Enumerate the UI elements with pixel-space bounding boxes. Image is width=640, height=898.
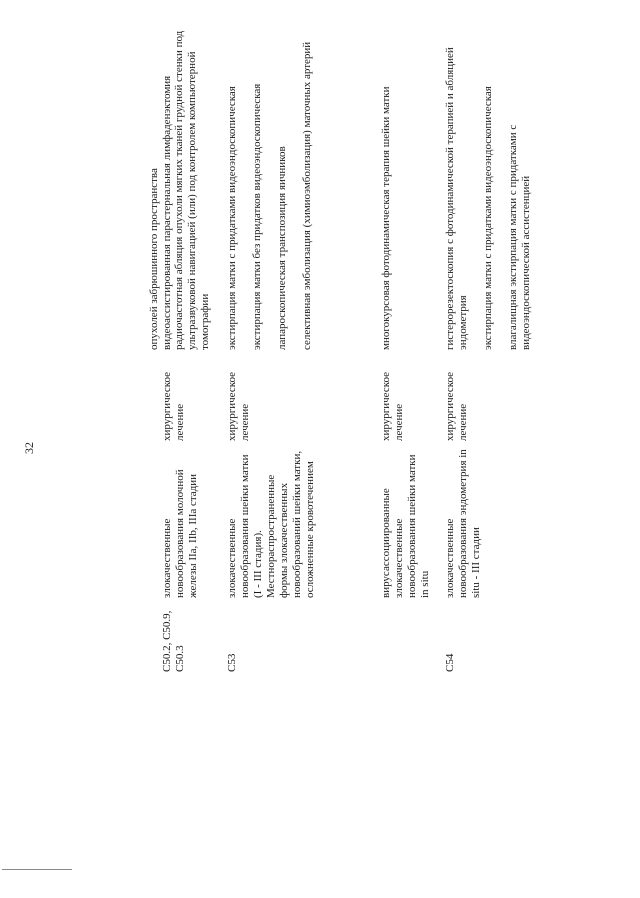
method-item: гистерорезектоскопия с фотодинамической терапией и абляцией эндометрия [444, 47, 469, 350]
method-item: многокурсовая фотодинамическая терапия шейки матки [380, 86, 392, 350]
margin-rule [2, 869, 72, 870]
page-number: 32 [22, 442, 36, 454]
treatment-cell: хирургическое лечение [226, 371, 251, 441]
diagnosis-cell: злокачественные новообразования молочной железы IIa, IIb, IIIa стадии [161, 469, 199, 598]
diagnosis-cell: вирусассоциированные злокачественные новообразования шейки матки in situ [380, 454, 431, 598]
method-item: влагалищная экстирпация матки с придатками с видеоэндоскопической ассистенцией [507, 124, 532, 350]
code-cell: C54 [444, 653, 456, 672]
methods-cell [161, 20, 174, 350]
methods-cell [444, 20, 533, 350]
treatment-cell: хирургическое лечение [444, 371, 469, 441]
code-cell: C50.2, C50.9, C50.3 [161, 610, 186, 672]
method-item: экстирпация матки без придатков видеоэндоскопическая [251, 83, 263, 350]
methods-cell [226, 20, 314, 350]
treatment-cell: хирургическое лечение [161, 371, 186, 441]
treatment-cell: хирургическое лечение [380, 371, 405, 441]
method-item: экстирпация матки с придатками видеоэндоскопическая [482, 86, 494, 350]
method-item: экстирпация матки с придатками видеоэндоскопическая [226, 86, 238, 350]
method-item: опухолей забрюшинного пространства [148, 168, 160, 350]
method-item: лапароскопическая транспозиция яичников [276, 146, 288, 350]
diagnosis-cell: злокачественные новообразования эндометрия in situ - III стадии [444, 449, 482, 598]
diagnosis-cell: злокачественные новообразования шейки матки (I - III стадия). Местнораспространенные формы злокачественных новообразований шейки матки, осложненные кровотечением [226, 450, 316, 598]
methods-cell [380, 20, 393, 350]
method-item: видеоассистированная парастернальная лимфаденэктомия [161, 75, 173, 350]
methods-cell [148, 20, 212, 350]
method-item: радиочастотная абляция опухоли мягких тканей грудной стенки под ультразвуковой навигацией (или) под контролем компьютерной томографии [173, 30, 211, 350]
code-cell: C53 [226, 653, 238, 672]
method-item: селективная эмболизация (химиоэмболизация) маточных артерий [301, 41, 313, 350]
